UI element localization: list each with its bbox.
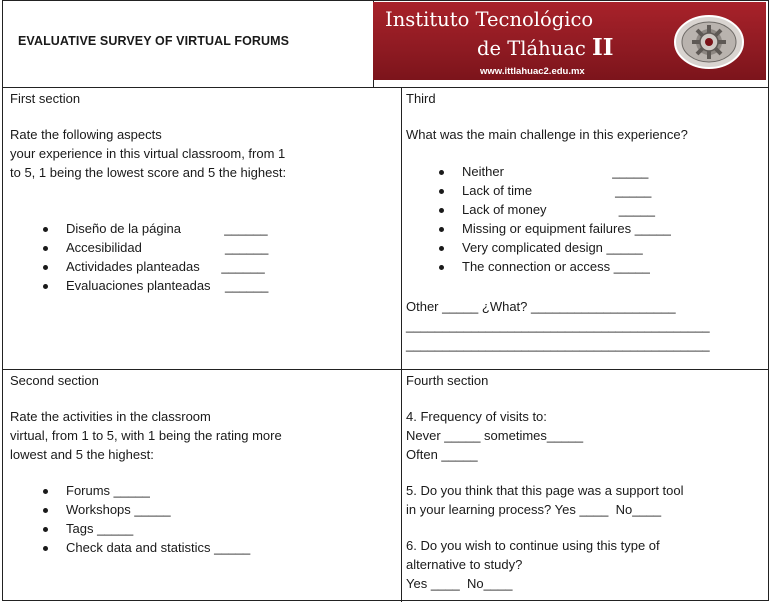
second-intro-line-2: virtual, from 1 to 5, with 1 being the rating more <box>10 428 282 443</box>
aspect-item-evaluations[interactable]: Evaluaciones planteadas ______ <box>10 276 395 295</box>
challenge-item-time[interactable]: Lack of time _____ <box>406 181 768 200</box>
third-question: What was the main challenge in this experience? <box>406 127 688 142</box>
challenge-item-connection[interactable]: The connection or access _____ <box>406 257 768 276</box>
column-divider <box>401 87 402 602</box>
first-intro-line-2: your experience in this virtual classroom, from 1 <box>10 146 286 161</box>
survey-title: EVALUATIVE SURVEY OF VIRTUAL FORUMS <box>18 34 290 48</box>
gear-seal-icon <box>673 14 745 70</box>
second-intro-line-3: lowest and 5 the highest: <box>10 447 154 462</box>
second-section-heading: Second section <box>10 373 99 388</box>
q5-line-2[interactable]: in your learning process? Yes ____ No____ <box>406 502 662 517</box>
challenge-item-design[interactable]: Very complicated design _____ <box>406 238 768 257</box>
logo-url: www.ittlahuac2.edu.mx <box>480 66 585 77</box>
row-divider <box>3 369 768 370</box>
activity-item-statistics[interactable]: Check data and statistics _____ <box>10 538 395 557</box>
second-intro-line-1: Rate the activities in the classroom <box>10 409 211 424</box>
other-blank-line-2[interactable]: __________________________________________ <box>406 337 710 352</box>
institute-logo <box>373 2 766 80</box>
challenge-item-neither[interactable]: Neither _____ <box>406 162 768 181</box>
logo-line-2 <box>477 34 613 61</box>
fourth-section <box>406 371 768 593</box>
aspect-item-page-design[interactable]: Diseño de la página ______ <box>10 219 395 238</box>
second-section <box>10 371 395 557</box>
logo-line-2-text: de Tláhuac <box>477 37 592 60</box>
activities-list <box>10 481 395 557</box>
first-aspects-list <box>10 219 395 295</box>
first-intro-line-3: to 5, 1 being the lowest score and 5 the highest: <box>10 165 287 180</box>
first-intro-line-1: Rate the following aspects <box>10 127 162 142</box>
logo-line-1: Instituto Tecnológico <box>385 8 594 31</box>
challenges-list <box>406 162 768 276</box>
first-section <box>10 89 395 295</box>
q4-label: 4. Frequency of visits to: <box>406 409 547 424</box>
q4-options-line-1[interactable]: Never _____ sometimes_____ <box>406 428 584 443</box>
q6-line-2: alternative to study? <box>406 557 523 572</box>
logo-numeral: II <box>591 34 614 61</box>
third-section <box>406 89 768 354</box>
third-section-heading: Third <box>406 91 436 106</box>
aspect-item-activities[interactable]: Actividades planteadas ______ <box>10 257 395 276</box>
challenge-item-equipment[interactable]: Missing or equipment failures _____ <box>406 219 768 238</box>
row-divider <box>3 87 768 88</box>
first-section-heading: First section <box>10 91 81 106</box>
q4-options-line-2[interactable]: Often _____ <box>406 447 478 462</box>
activity-item-workshops[interactable]: Workshops _____ <box>10 500 395 519</box>
aspect-item-accessibility[interactable]: Accesibilidad ______ <box>10 238 395 257</box>
fourth-section-heading: Fourth section <box>406 373 489 388</box>
q6-line-1: 6. Do you wish to continue using this type of <box>406 538 660 553</box>
other-challenge-line[interactable]: Other _____ ¿What? ____________________ <box>406 299 676 314</box>
q6-line-3[interactable]: Yes ____ No____ <box>406 576 513 591</box>
activity-item-forums[interactable]: Forums _____ <box>10 481 395 500</box>
challenge-item-money[interactable]: Lack of money _____ <box>406 200 768 219</box>
other-blank-line-1[interactable]: __________________________________________ <box>406 318 710 333</box>
q5-line-1: 5. Do you think that this page was a support tool <box>406 483 684 498</box>
activity-item-tags[interactable]: Tags _____ <box>10 519 395 538</box>
